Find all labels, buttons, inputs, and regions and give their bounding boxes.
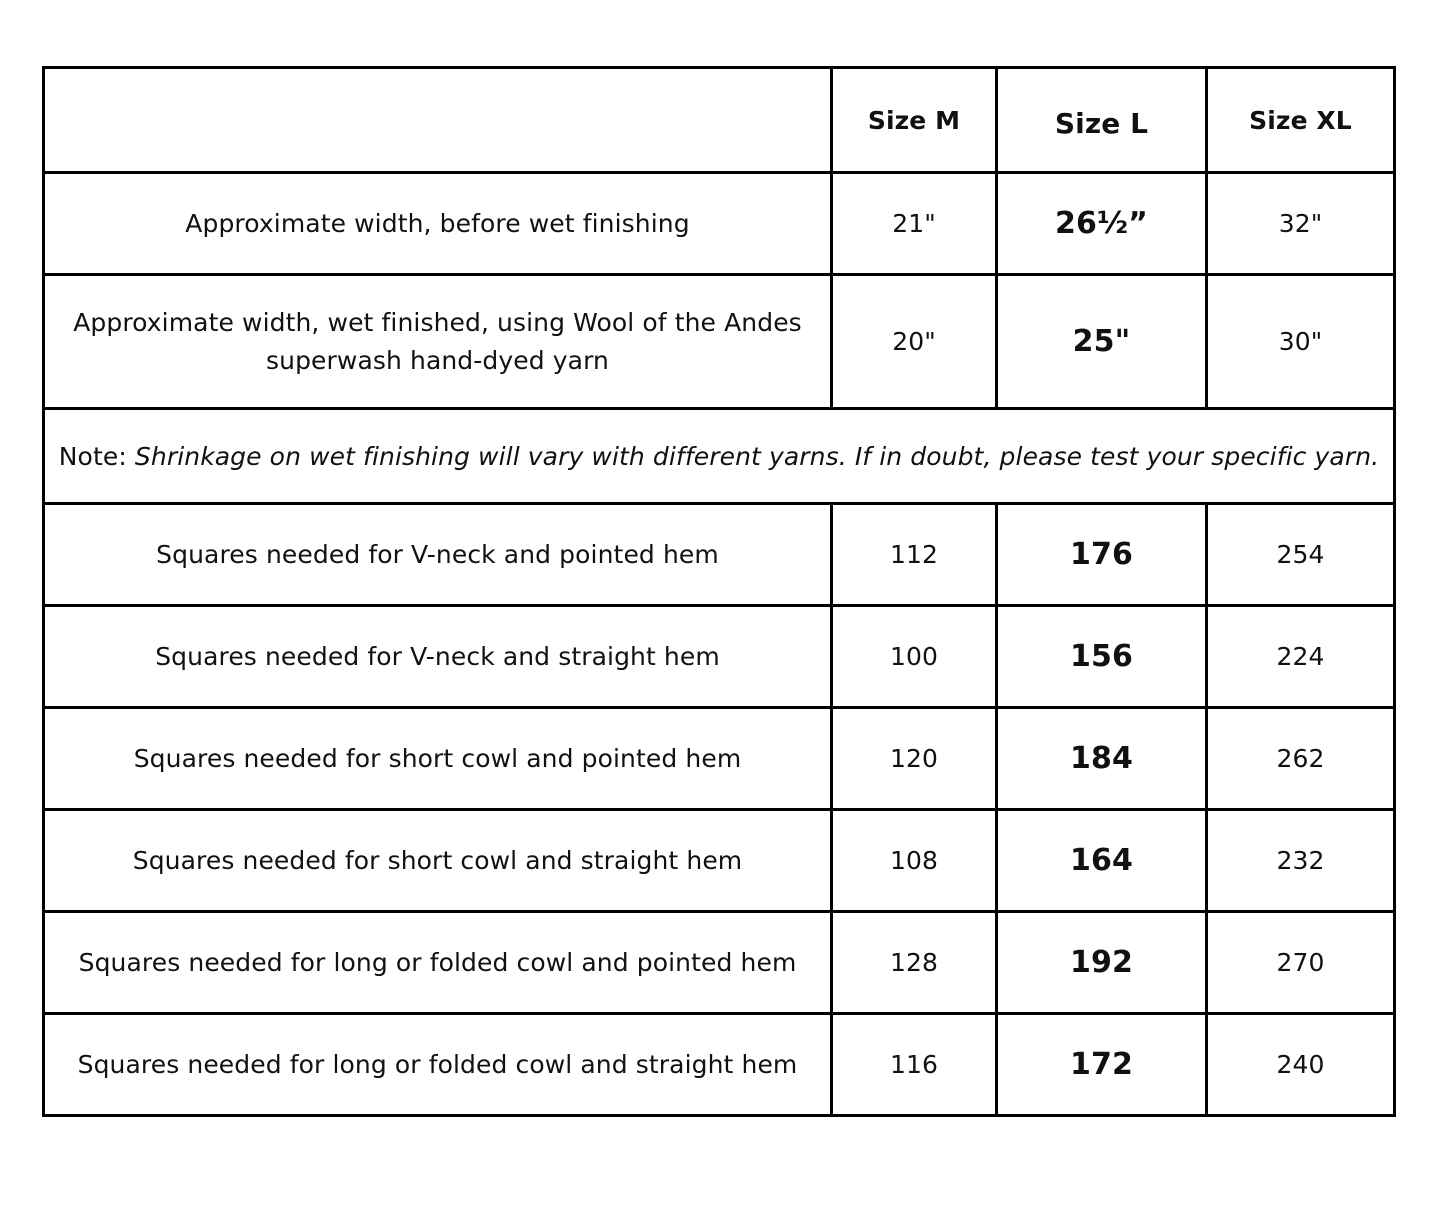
note-row: [44, 409, 1395, 504]
note-text: Shrinkage on wet finishing will vary with different yarns. If in doubt, please test your specific yarn.: [134, 441, 1380, 471]
cell-size-xl: 254: [1207, 504, 1395, 606]
cell-size-xl: 270: [1207, 912, 1395, 1014]
cell-size-l: 176: [997, 504, 1207, 606]
table-row: [44, 173, 1395, 275]
header-size-m: Size M: [832, 68, 997, 173]
cell-size-m: 116: [832, 1014, 997, 1116]
cell-size-m: 128: [832, 912, 997, 1014]
table-row: [44, 606, 1395, 708]
cell-size-m: 20": [832, 275, 997, 409]
cell-size-m: 112: [832, 504, 997, 606]
row-label: Squares needed for short cowl and pointed hem: [44, 708, 832, 810]
cell-size-m: 21": [832, 173, 997, 275]
table-row: [44, 1014, 1395, 1116]
header-size-l: Size L: [997, 68, 1207, 173]
cell-size-xl: 232: [1207, 810, 1395, 912]
cell-size-xl: 30": [1207, 275, 1395, 409]
table-row: [44, 275, 1395, 409]
cell-size-xl: 240: [1207, 1014, 1395, 1116]
note-prefix: Note:: [58, 441, 135, 471]
size-chart-table: [42, 66, 1396, 1117]
cell-size-xl: 262: [1207, 708, 1395, 810]
cell-size-l: 192: [997, 912, 1207, 1014]
note-cell: [44, 409, 1395, 504]
cell-size-l: 26½”: [997, 173, 1207, 275]
header-empty: [44, 68, 832, 173]
header-row: [44, 68, 1395, 173]
cell-size-m: 100: [832, 606, 997, 708]
cell-size-l: 184: [997, 708, 1207, 810]
cell-size-l: 25": [997, 275, 1207, 409]
row-label: Approximate width, wet finished, using Wool of the Andes superwash hand-dyed yarn: [44, 275, 832, 409]
cell-size-l: 164: [997, 810, 1207, 912]
row-label: Squares needed for short cowl and straight hem: [44, 810, 832, 912]
row-label: Squares needed for V-neck and straight hem: [44, 606, 832, 708]
table-row: [44, 504, 1395, 606]
cell-size-m: 108: [832, 810, 997, 912]
cell-size-l: 156: [997, 606, 1207, 708]
table-row: [44, 708, 1395, 810]
row-label: Squares needed for long or folded cowl and straight hem: [44, 1014, 832, 1116]
table-row: [44, 810, 1395, 912]
row-label: Squares needed for V-neck and pointed hem: [44, 504, 832, 606]
table-row: [44, 912, 1395, 1014]
cell-size-xl: 224: [1207, 606, 1395, 708]
cell-size-l: 172: [997, 1014, 1207, 1116]
header-size-xl: Size XL: [1207, 68, 1395, 173]
row-label: Squares needed for long or folded cowl and pointed hem: [44, 912, 832, 1014]
cell-size-m: 120: [832, 708, 997, 810]
row-label: Approximate width, before wet finishing: [44, 173, 832, 275]
cell-size-xl: 32": [1207, 173, 1395, 275]
